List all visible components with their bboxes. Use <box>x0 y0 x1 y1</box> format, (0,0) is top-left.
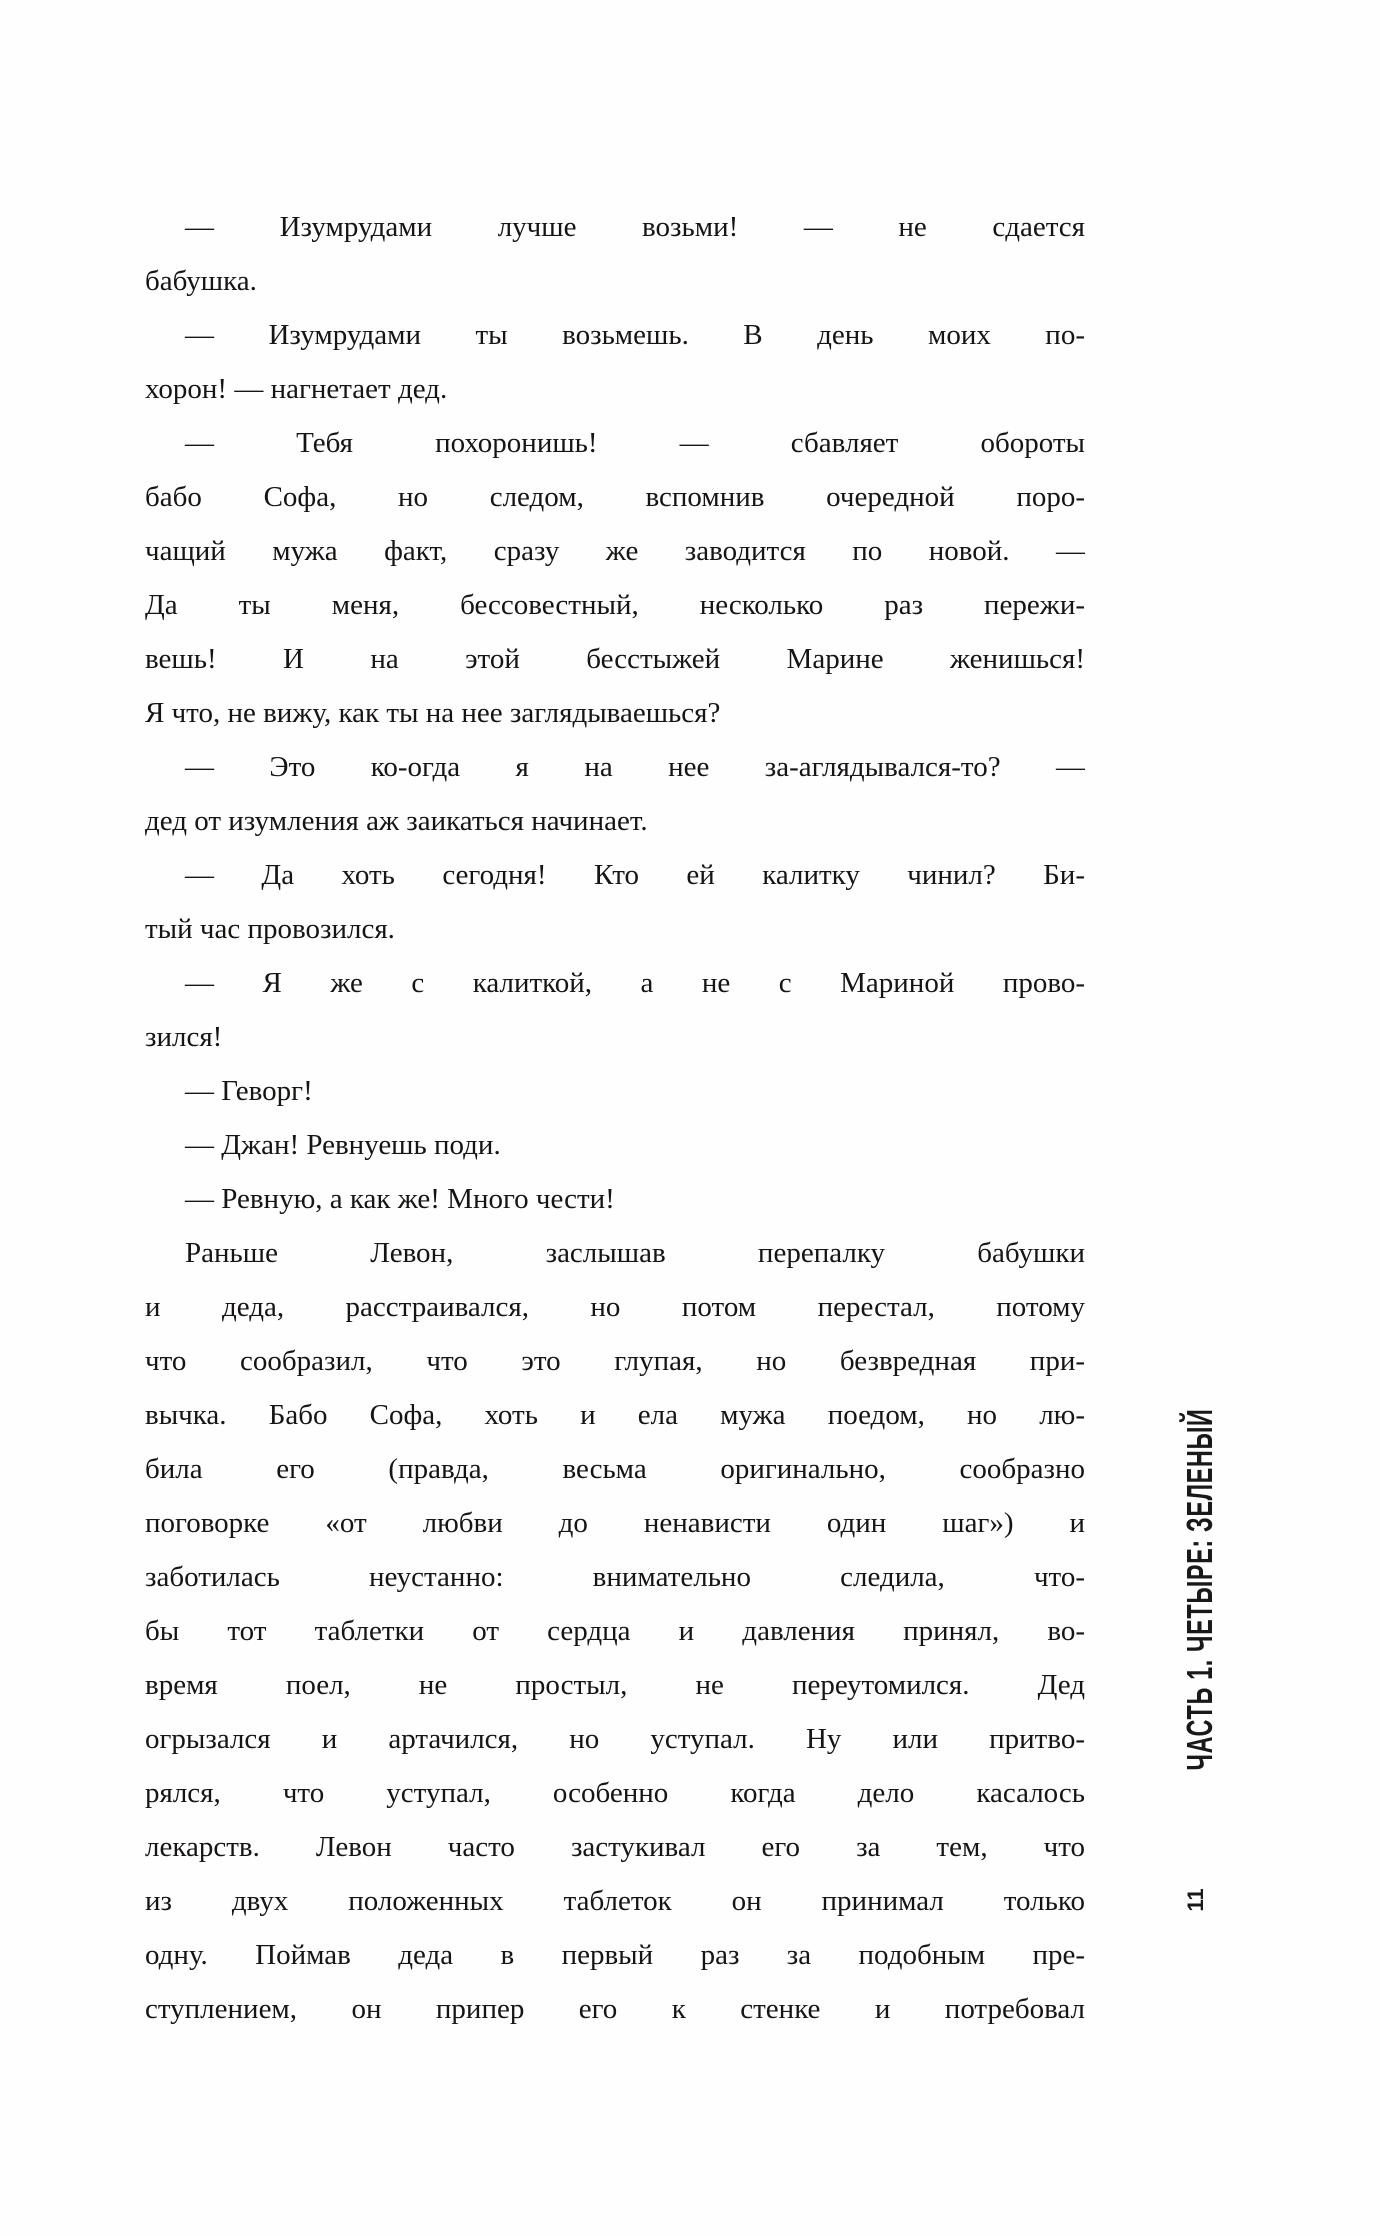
text-line: заботилась неустанно: внимательно следила, что- <box>145 1561 1085 1593</box>
text-line: одну. Поймав деда в первый раз за подобным пре- <box>145 1939 1085 1971</box>
text-line: — Изумрудами ты возьмешь. В день моих по- <box>185 319 1085 351</box>
text-line: время поел, не простыл, не переутомился. Дед <box>145 1669 1085 1701</box>
text-line: и деда, расстраивался, но потом перестал, потому <box>145 1291 1085 1323</box>
text-line: бы тот таблетки от сердца и давления принял, во- <box>145 1615 1085 1647</box>
text-line: била его (правда, весьма оригинально, сообразно <box>145 1453 1085 1485</box>
text-line: рялся, что уступал, особенно когда дело касалось <box>145 1777 1085 1809</box>
text-line: вычка. Бабо Софа, хоть и ела мужа поедом, но лю- <box>145 1399 1085 1431</box>
text-line: — Джан! Ревнуешь поди. <box>185 1129 501 1161</box>
text-line: — Геворг! <box>185 1075 313 1107</box>
text-line: Раньше Левон, заслышав перепалку бабушки <box>185 1237 1085 1269</box>
text-line: — Ревную, а как же! Много чести! <box>185 1183 615 1215</box>
text-line: тый час провозился. <box>145 913 395 945</box>
text-line: чащий мужа факт, сразу же заводится по новой. — <box>145 535 1085 567</box>
text-line: что сообразил, что это глупая, но безвредная при- <box>145 1345 1085 1377</box>
text-line: — Изумрудами лучше возьми! — не сдается <box>185 211 1085 243</box>
chapter-side-label: ЧАСТЬ 1. ЧЕТЫРЕ: ЗЕЛЕНЫЙ <box>1179 1408 1220 1771</box>
text-line: бабушка. <box>145 265 257 297</box>
page-number: 11 <box>1183 1888 1208 1912</box>
text-line: Да ты меня, бессовестный, несколько раз пережи- <box>145 589 1085 621</box>
text-line: бабо Софа, но следом, вспомнив очередной поро- <box>145 481 1085 513</box>
text-line: — Это ко-огда я на нее за-аглядывался-то? — <box>185 751 1085 783</box>
text-line: дед от изумления аж заикаться начинает. <box>145 805 648 837</box>
text-line: поговорке «от любви до ненависти один шаг») и <box>145 1507 1085 1539</box>
text-line: ступлением, он припер его к стенке и потребовал <box>145 1993 1085 2025</box>
text-column <box>145 200 1085 2036</box>
text-line: огрызался и артачился, но уступал. Ну или притво- <box>145 1723 1085 1755</box>
text-line: зился! <box>145 1021 223 1053</box>
text-line: — Я же с калиткой, а не с Мариной прово- <box>185 967 1085 999</box>
text-line: — Да хоть сегодня! Кто ей калитку чинил? Би- <box>185 859 1085 891</box>
text-line: Я что, не вижу, как ты на нее заглядываешься? <box>145 697 721 729</box>
text-line: — Тебя похоронишь! — сбавляет обороты <box>185 427 1085 459</box>
text-line: лекарств. Левон часто застукивал его за тем, что <box>145 1831 1085 1863</box>
text-line: из двух положенных таблеток он принимал только <box>145 1885 1085 1917</box>
text-line: хорон! — нагнетает дед. <box>145 373 448 405</box>
text-line: вешь! И на этой бесстыжей Марине женишься! <box>145 643 1085 675</box>
